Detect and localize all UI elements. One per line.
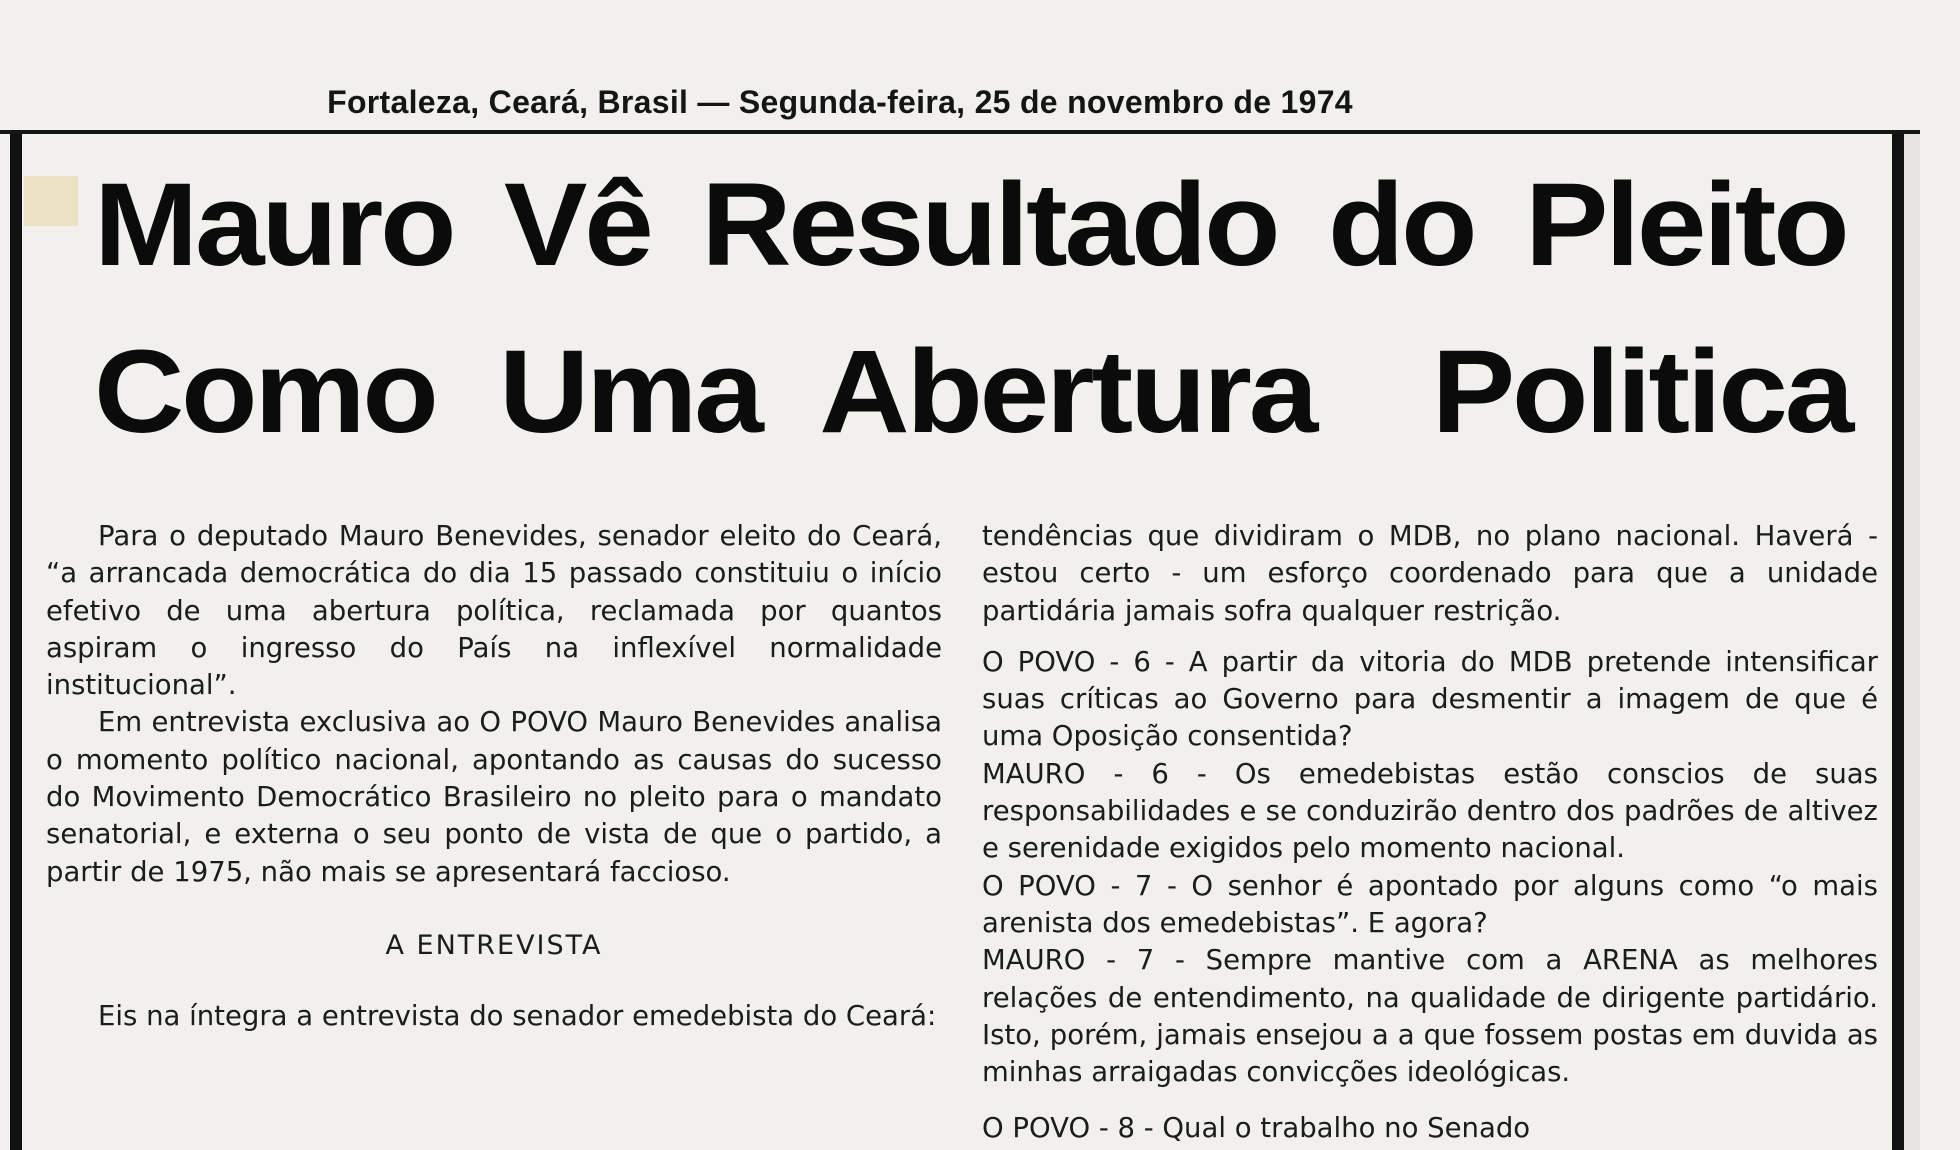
masthead-rule: [0, 130, 1920, 134]
lead-paragraph: Para o deputado Mauro Benevides, senador eleito do Ceará, “a arrancada democrática do dia 15 passado constituiu o início efetivo de uma abertura política, reclamada por quantos aspiram o ingresso do País na inflexível normalidade institucional”.: [46, 520, 942, 702]
headline-line-1: Mauro Vê Resultado do Pleito: [94, 159, 1847, 291]
section-subhead: A ENTREVISTA: [385, 929, 603, 961]
article-column-left: [46, 518, 942, 1036]
cut-off-line: [982, 1112, 1878, 1150]
left-border-rule: [10, 134, 22, 1150]
tape-stain: [24, 176, 78, 226]
article-column-right: [982, 518, 1878, 1091]
question-7: O POVO - 7 - O senhor é apontado por alguns como “o mais arenista dos emedebistas”. E agora?: [982, 869, 1878, 939]
question-6: O POVO - 6 - A partir da vitoria do MDB pretende intensificar suas críticas ao Governo para desmentir a imagem de que é uma Oposição consentida?: [982, 645, 1878, 753]
page-edge-shade: [1904, 134, 1920, 1150]
cut-off-text: O POVO - 8 - Qual o trabalho no Senado: [982, 1112, 1531, 1144]
headline-line-2: [94, 326, 1960, 458]
intro-paragraph: Em entrevista exclusiva ao O POVO Mauro Benevides analisa o momento político nacional, apontando as causas do sucesso do Movimento Democrático Brasileiro no pleito para o mandato senatorial, e externa o seu ponto de vista de que o partido, a partir de 1975, não mais se apresentará faccioso.: [46, 706, 942, 888]
headline-line-2-part-1: Como Uma Abertura: [94, 326, 1316, 458]
answer-6: MAURO - 6 - Os emedebistas estão conscios de suas responsabilidades e se conduzirão dentro dos padrões de altivez e serenidade exigidos pelo momento nacional.: [982, 757, 1878, 865]
answer-7: MAURO - 7 - Sempre mantive com a ARENA as melhores relações de entendimento, na qualidade de dirigente partidário. Isto, porém, jamais ensejou a a que fossem postas em duvida as minhas arraigadas convicções ideológicas.: [982, 944, 1878, 1089]
right-border-rule: [1892, 134, 1904, 1150]
continued-paragraph: tendências que dividiram o MDB, no plano nacional. Haverá - estou certo - um esforço coordenado para que a unidade partidária jamais sofra qualquer restrição.: [982, 520, 1878, 627]
dateline: Fortaleza, Ceará, Brasil — Segunda-feira, 25 de novembro de 1974: [327, 84, 1353, 120]
interview-intro-paragraph: Eis na íntegra a entrevista do senador emedebista do Ceará:: [98, 1000, 937, 1033]
headline-line-2-part-2: Politica: [1431, 326, 1852, 458]
